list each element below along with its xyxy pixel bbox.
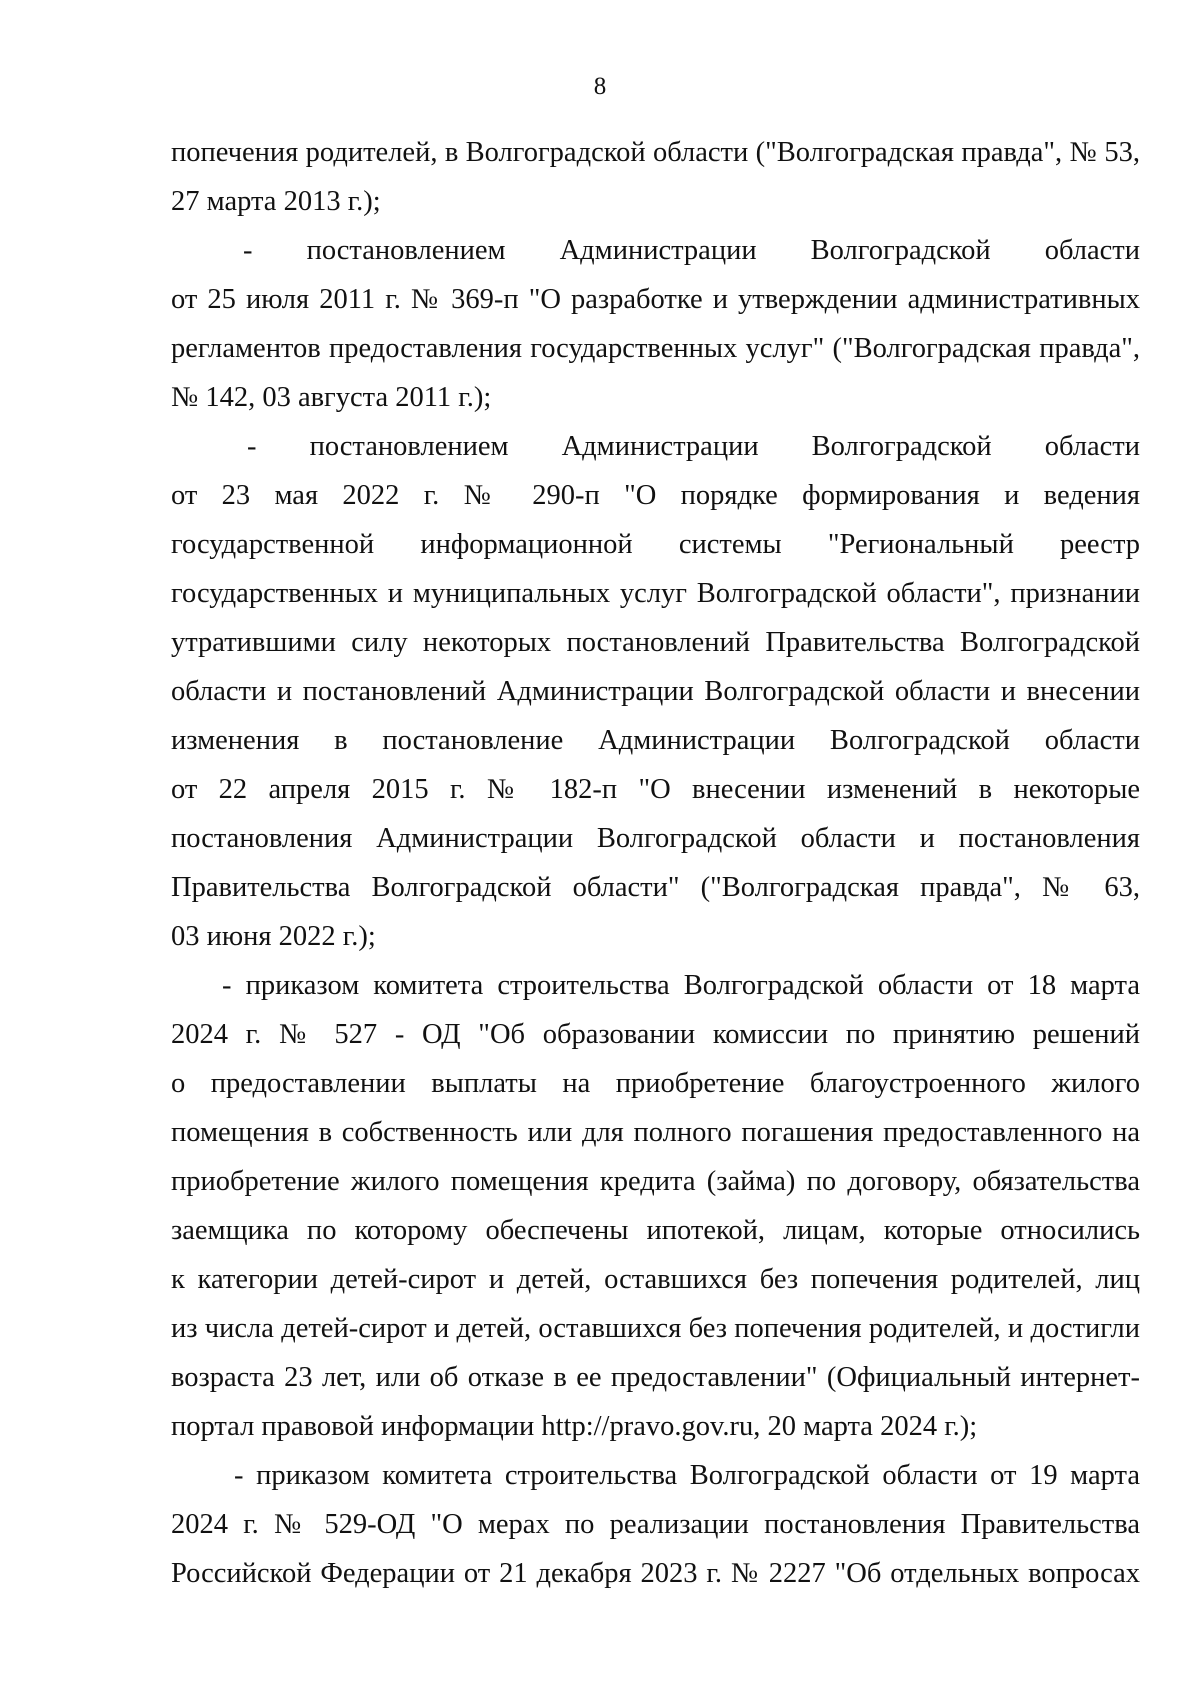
text-line: изменения в постановление Администрации Волгоградской области (171, 725, 1140, 756)
text-line: - приказом комитета строительства Волгоградской области от 18 марта (222, 970, 1140, 1001)
text-line: постановления Администрации Волгоградской области и постановления (171, 823, 1140, 854)
page-number: 8 (593, 73, 607, 100)
text-line: из числа детей-сирот и детей, оставшихся без попечения родителей, и достигли (171, 1313, 1140, 1344)
text-line: государственных и муниципальных услуг Волгоградской области", признании (171, 578, 1140, 609)
text-line: 2024 г. № 527 - ОД "Об образовании комиссии по принятию решений (171, 1019, 1140, 1050)
text-line: заемщика по которому обеспечены ипотекой, лицам, которые относились (171, 1215, 1140, 1246)
text-line: регламентов предоставления государственных услуг" ("Волгоградская правда", (171, 333, 1140, 364)
text-line: приобретение жилого помещения кредита (займа) по договору, обязательства (171, 1166, 1140, 1197)
text-line: о предоставлении выплаты на приобретение благоустроенного жилого (171, 1068, 1140, 1099)
text-line: - постановлением Администрации Волгоградской области (247, 431, 1140, 462)
text-line: от 22 апреля 2015 г. № 182-п "О внесении изменений в некоторые (171, 774, 1140, 805)
text-line: № 142, 03 августа 2011 г.); (171, 382, 492, 413)
text-line: - приказом комитета строительства Волгоградской области от 19 марта (234, 1460, 1140, 1491)
text-line: портал правовой информации http://pravo.gov.ru, 20 марта 2024 г.); (171, 1411, 978, 1442)
text-line: от 23 мая 2022 г. № 290-п "О порядке формирования и ведения (171, 480, 1140, 511)
text-line: утратившими силу некоторых постановлений Правительства Волгоградской (171, 627, 1140, 658)
text-line: - постановлением Администрации Волгоградской области (243, 235, 1140, 266)
text-line: 2024 г. № 529-ОД "О мерах по реализации постановления Правительства (171, 1509, 1140, 1540)
text-line: к категории детей-сирот и детей, оставшихся без попечения родителей, лиц (171, 1264, 1140, 1295)
text-line: Российской Федерации от 21 декабря 2023 г. № 2227 "Об отдельных вопросах (171, 1558, 1140, 1589)
text-line: 27 марта 2013 г.); (171, 186, 381, 217)
text-line: государственной информационной системы "Региональный реестр (171, 529, 1140, 560)
text-line: области и постановлений Администрации Волгоградской области и внесении (171, 676, 1140, 707)
document-body (171, 128, 1140, 1598)
text-line: попечения родителей, в Волгоградской области ("Волгоградская правда", № 53, (171, 137, 1140, 168)
text-line: помещения в собственность или для полного погашения предоставленного на (171, 1117, 1140, 1148)
text-line: 03 июня 2022 г.); (171, 921, 376, 952)
text-line: от 25 июля 2011 г. № 369-п "О разработке и утверждении административных (171, 284, 1140, 315)
text-line: возраста 23 лет, или об отказе в ее предоставлении" (Официальный интернет- (171, 1362, 1140, 1393)
text-line: Правительства Волгоградской области" ("Волгоградская правда", № 63, (171, 872, 1140, 903)
